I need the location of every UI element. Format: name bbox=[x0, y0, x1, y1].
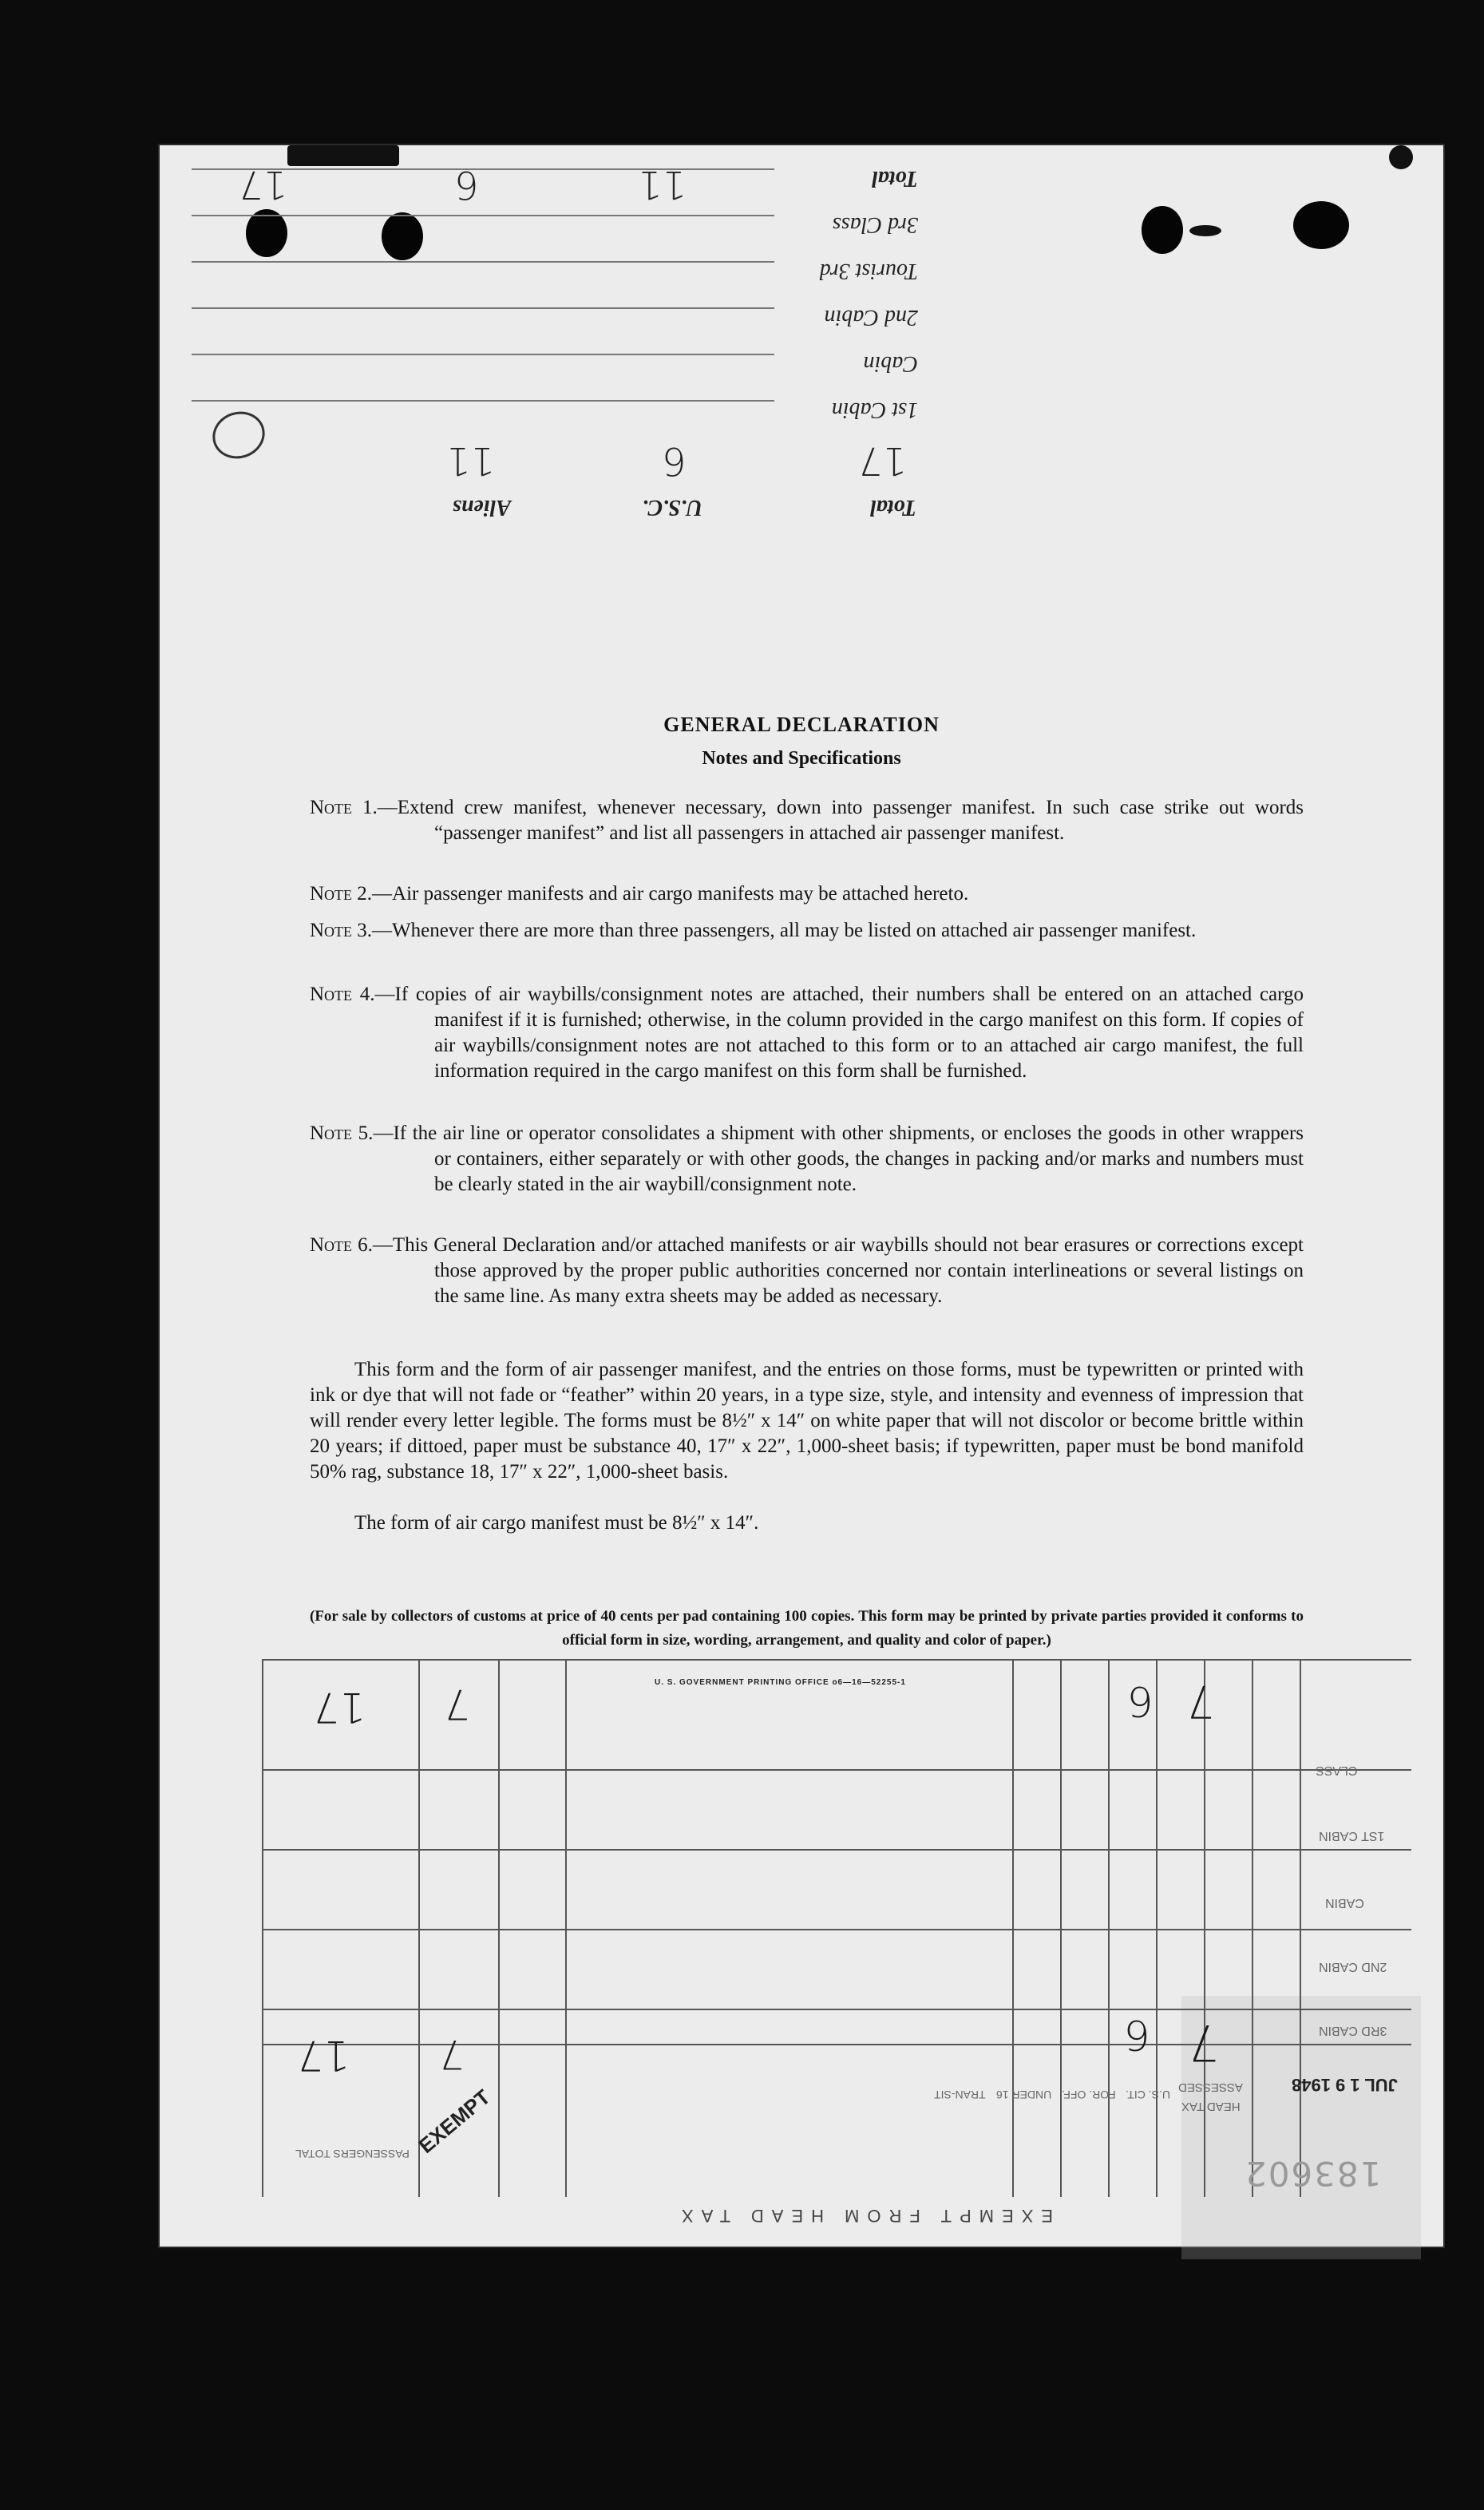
tally-row-usc: 6 bbox=[454, 162, 479, 207]
declaration-title: GENERAL DECLARATION bbox=[663, 713, 940, 736]
ink-blot bbox=[1189, 225, 1221, 236]
note-text: —If copies of air waybills/consignment notes are attached, their numbers shall be entered on an attached cargo manifest if it is furnished; otherwise, in the column provided in the cargo manifest on this form. If copies of air waybills/consignment notes are not attached to this form or to an attached air cargo manifest, the full information required in the cargo manifest on this form shall be furnished. bbox=[374, 984, 1304, 1082]
note-text: —Air passenger manifests and air cargo manifests may be attached hereto. bbox=[372, 883, 969, 905]
note-2 bbox=[310, 881, 1304, 907]
note-5 bbox=[310, 1121, 1304, 1198]
tally-row-aliens: 11 bbox=[637, 162, 687, 207]
tally-aliens-value: 11 bbox=[445, 438, 495, 483]
note-label: Note 6. bbox=[310, 1234, 373, 1256]
tally-row bbox=[160, 253, 926, 298]
handwritten-headtax-bottom: 7 bbox=[1188, 2013, 1220, 2072]
exempt-head-tax-stamp: EXEMPT FROM HEAD TAX bbox=[674, 2206, 1054, 2226]
tally-row bbox=[160, 346, 926, 390]
side-label-class: CLASS bbox=[1316, 1764, 1358, 1777]
side-label-cabin: CABIN bbox=[1325, 1896, 1364, 1910]
note-label: Note 2. bbox=[310, 883, 373, 905]
side-label-2nd-cabin: 2ND CABIN bbox=[1319, 1960, 1387, 1974]
tally-table-inverted bbox=[160, 162, 926, 531]
tally-header-usc: U.S.C. bbox=[642, 495, 702, 520]
tally-row-label: Cabin bbox=[863, 351, 918, 376]
tally-row-total-value: 17 bbox=[238, 162, 287, 207]
tally-row-total bbox=[160, 160, 926, 205]
header-us-cit: U.S. CIT. bbox=[1126, 2088, 1171, 2101]
tally-row-label: 3rd Class bbox=[832, 212, 918, 237]
sale-notice: (For sale by collectors of customs at price of 40 cents per pad containing 100 copies. This form may be printed by private parties provided it conforms to official form in size, wording, arrangement, and quality and color of paper.) bbox=[310, 1608, 1304, 1649]
handwritten-total-top: 17 bbox=[313, 1683, 366, 1731]
form-requirements-paragraph: This form and the form of air passenger manifest, and the entries on those forms, must be typewritten or printed with ink or dye that will not fade or “feather” within 20 years, in a type size, style, and intensity and evenness of impression that will render every letter legible. The forms must be 8½″ x 14″ on white paper that will not discolor or become brittle within 20 years; if dittoed, paper must be substance 40, 17″ x 22″, 1,000-sheet basis; if typewritten, paper must be bond manifold 50% rag, substance 18, 17″ x 22″, 1,000-sheet basis. bbox=[310, 1359, 1304, 1483]
header-for-off: FOR. OFF. bbox=[1062, 2088, 1116, 2101]
handwritten-col2-top: 7 bbox=[444, 1680, 471, 1728]
tally-usc-value: 6 bbox=[662, 438, 687, 483]
tally-row-label: Total bbox=[871, 166, 918, 191]
passengers-total-label: PASSENGERS TOTAL bbox=[295, 2148, 410, 2160]
tally-header-total: Total bbox=[869, 495, 916, 520]
punch-hole bbox=[1142, 206, 1183, 254]
tally-row-line bbox=[192, 261, 774, 263]
handwritten-headtax-top: 7 bbox=[1186, 1675, 1215, 1727]
note-6 bbox=[310, 1233, 1304, 1309]
note-1 bbox=[310, 795, 1304, 846]
note-text: —This General Declaration and/or attached manifests or air waybills should not bear erasures or corrections except those approved by the proper public authorities concerned nor contain interlineations or several listings on the same line. As many extra sheets may be added as necessary. bbox=[372, 1234, 1304, 1307]
exempt-diagonal-stamp: EXEMPT bbox=[414, 2084, 495, 2158]
tally-row bbox=[160, 207, 926, 251]
handwritten-total-bottom: 17 bbox=[297, 2031, 350, 2079]
ink-blot bbox=[1389, 145, 1413, 169]
header-under-16: UNDER 16 bbox=[996, 2088, 1052, 2101]
passenger-count-grid bbox=[262, 1659, 1411, 2197]
punch-hole bbox=[1293, 201, 1349, 249]
tally-row bbox=[160, 392, 926, 437]
date-stamp: JUL 1 9 1948 bbox=[1292, 2075, 1398, 2095]
cargo-manifest-size-paragraph: The form of air cargo manifest must be 8½″ x 14″. bbox=[354, 1512, 759, 1534]
header-head-tax: HEAD TAX bbox=[1181, 2100, 1241, 2113]
gpo-imprint: U. S. GOVERNMENT PRINTING OFFICE o6—16—52255-1 bbox=[655, 1678, 906, 1687]
side-label-1st-cabin: 1ST CABIN bbox=[1319, 1829, 1385, 1843]
tally-row bbox=[160, 299, 926, 344]
tally-row-line bbox=[192, 168, 774, 170]
handwritten-col2-bottom: 7 bbox=[439, 2031, 465, 2077]
header-assessed: ASSESSED bbox=[1178, 2080, 1243, 2094]
note-text: —Whenever there are more than three passengers, all may be listed on attached air passenger manifest. bbox=[372, 920, 1197, 941]
note-label: Note 1. bbox=[310, 797, 378, 818]
tally-row-line bbox=[192, 307, 774, 309]
note-label: Note 3. bbox=[310, 920, 373, 941]
handwritten-usc-top: 6 bbox=[1127, 1677, 1154, 1724]
header-transit: TRAN-SIT bbox=[934, 2088, 986, 2101]
tally-row-label: 2nd Cabin bbox=[824, 305, 918, 330]
note-label: Note 4. bbox=[310, 984, 375, 1005]
note-4 bbox=[310, 982, 1304, 1084]
tally-header-aliens: Aliens bbox=[452, 495, 511, 520]
stamp-number: 183602 bbox=[1244, 2154, 1382, 2193]
tally-row-label: 1st Cabin bbox=[831, 398, 918, 422]
tally-row-label: Tourist 3rd bbox=[819, 259, 918, 283]
note-label: Note 5. bbox=[310, 1122, 374, 1144]
declaration-subtitle: Notes and Specifications bbox=[702, 748, 901, 769]
note-3 bbox=[310, 918, 1304, 944]
tally-row-line bbox=[192, 354, 774, 355]
side-label-3rd-cabin: 3RD CABIN bbox=[1319, 2024, 1387, 2037]
note-text: —If the air line or operator consolidates a shipment with other shipments, or encloses the goods in other wrappers or containers, either separately or with other goods, the changes in packing and/or marks and numbers must be clearly stated in the air waybill/consignment note. bbox=[373, 1122, 1304, 1195]
tally-totals-row bbox=[160, 437, 926, 481]
tally-row-line bbox=[192, 400, 774, 402]
handwritten-usc-bottom: 6 bbox=[1124, 2010, 1151, 2058]
tally-header-row bbox=[160, 483, 926, 531]
note-text: —Extend crew manifest, whenever necessary, down into passenger manifest. In such case strike out words “passenger manifest” and list all passengers in attached air passenger manifest. bbox=[377, 797, 1304, 844]
tally-row-line bbox=[192, 215, 774, 216]
tally-total-value: 17 bbox=[857, 438, 907, 483]
